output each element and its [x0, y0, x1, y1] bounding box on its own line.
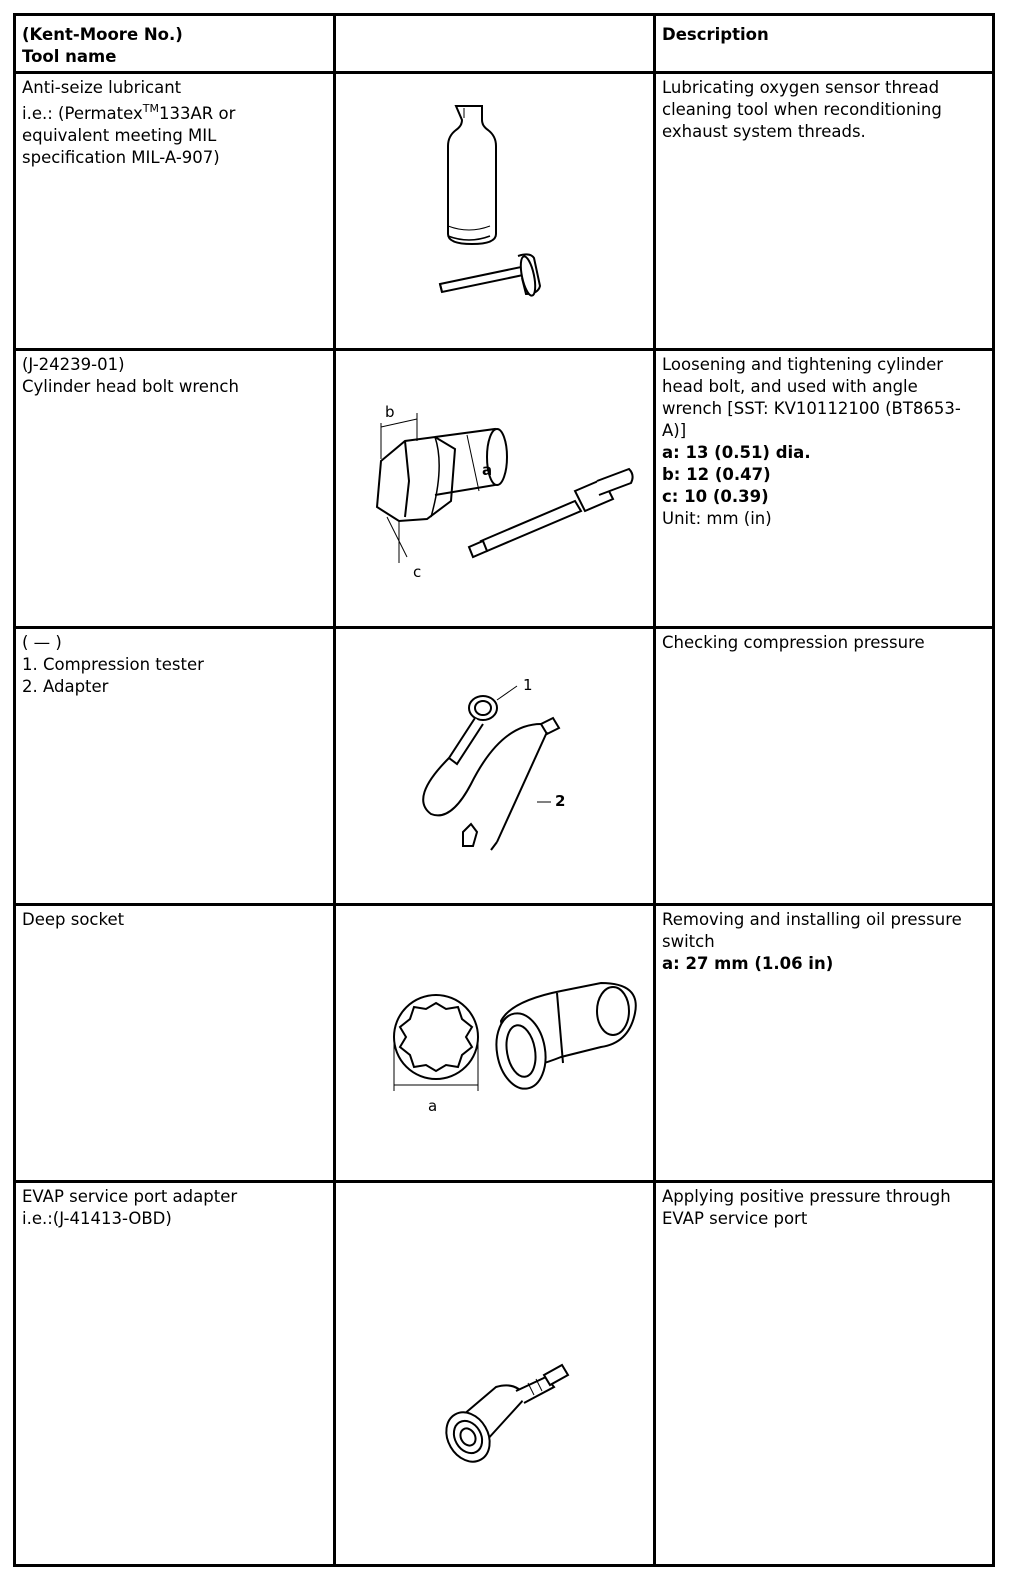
tool-name-line: [22, 103, 329, 125]
figure-label-c: c: [413, 563, 422, 581]
trademark: TM: [142, 102, 159, 115]
tool-table: [13, 13, 995, 1567]
description-line: exhaust system threads.: [662, 122, 866, 141]
row-divider: [16, 71, 992, 74]
header-description-label: Description: [662, 25, 769, 44]
figure-label-1: 1: [523, 676, 533, 694]
tool-name-line: EVAP service port adapter: [22, 1187, 238, 1206]
row-2-tool-name: [18, 354, 333, 398]
row-5-tool-name: [18, 1186, 333, 1230]
description-line: wrench [SST: KV10112100 (BT8653-: [662, 399, 961, 418]
deep-socket-illustration: [361, 951, 641, 1151]
row-4-description: [658, 909, 994, 975]
dimension-c: c: 10 (0.39): [662, 487, 769, 506]
row-divider: [16, 1180, 992, 1183]
dimension-a: a: 27 mm (1.06 in): [662, 954, 834, 973]
compression-tester-illustration: [401, 656, 601, 876]
evap-service-port-adapter-illustration: [436, 1361, 576, 1481]
row-2-description: [658, 354, 994, 530]
tool-name-line: specification MIL-A-907): [22, 148, 220, 167]
tool-name-part: 133AR or: [158, 104, 236, 123]
row-divider: [16, 903, 992, 906]
tool-name-line: ( — ): [22, 633, 62, 652]
description-line: head bolt, and used with angle: [662, 377, 918, 396]
row-divider: [16, 348, 992, 351]
description-line: cleaning tool when reconditioning: [662, 100, 942, 119]
tool-name-line: Anti-seize lubricant: [22, 78, 182, 97]
cylinder-head-bolt-wrench-illustration: [351, 391, 641, 591]
description-line: A)]: [662, 421, 687, 440]
dimension-a: a: 13 (0.51) dia.: [662, 443, 811, 462]
header-kent-moore: (Kent-Moore No.): [22, 25, 183, 44]
unit-note: Unit: mm (in): [662, 509, 772, 528]
row-1-tool-name: [18, 77, 333, 169]
column-divider: [653, 16, 656, 1564]
description-line: EVAP service port: [662, 1209, 808, 1228]
tool-name-line: i.e.:(J-41413-OBD): [22, 1209, 172, 1228]
description-line: Checking compression pressure: [662, 633, 925, 652]
figure-label-a: a: [482, 461, 493, 479]
figure-label-2: 2: [555, 792, 566, 810]
tool-name-line: Cylinder head bolt wrench: [22, 377, 239, 396]
row-5-description: [658, 1186, 994, 1230]
row-1-description: [658, 77, 994, 143]
row-4-tool-name: [18, 909, 333, 931]
row-3-tool-name: [18, 632, 333, 698]
tool-name-line: Deep socket: [22, 910, 125, 929]
description-line: Loosening and tightening cylinder: [662, 355, 944, 374]
description-line: Lubricating oxygen sensor thread: [662, 78, 940, 97]
row-divider: [16, 626, 992, 629]
header-tool-name-label: Tool name: [22, 47, 117, 66]
row-3-description: [658, 632, 994, 654]
tool-name-line: equivalent meeting MIL: [22, 126, 217, 145]
header-description: [658, 24, 994, 46]
description-line: Applying positive pressure through: [662, 1187, 951, 1206]
anti-seize-lubricant-illustration: [406, 96, 556, 316]
tool-name-line: 1. Compression tester: [22, 655, 204, 674]
figure-label-a: a: [428, 1097, 438, 1115]
dimension-b: b: 12 (0.47): [662, 465, 771, 484]
tool-name-line: 2. Adapter: [22, 677, 109, 696]
description-line: Removing and installing oil pressure: [662, 910, 962, 929]
tool-name-line: (J-24239-01): [22, 355, 125, 374]
figure-label-b: b: [385, 403, 395, 421]
header-tool-name: [18, 24, 333, 68]
column-divider: [333, 16, 336, 1564]
tool-name-part: i.e.: (Permatex: [22, 104, 143, 123]
description-line: switch: [662, 932, 715, 951]
